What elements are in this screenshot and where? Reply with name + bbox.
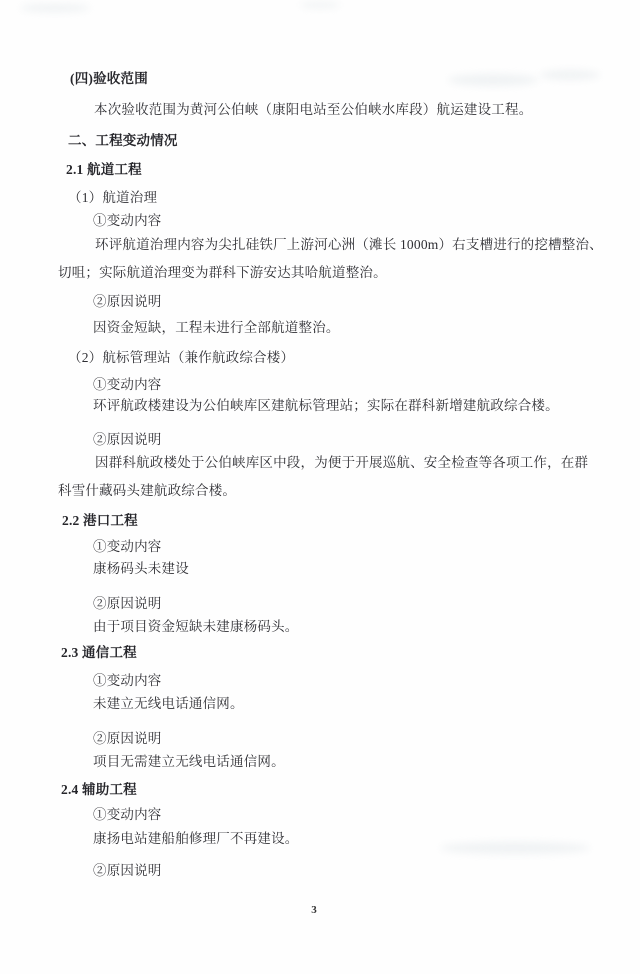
para-reason-2-2: 由于项目资金短缺未建康杨码头。 — [93, 619, 299, 634]
para-change-1-1-line1: 环评航道治理内容为尖扎硅铁厂上游河心洲（滩长 1000m）右支槽进行的挖槽整治、 — [95, 237, 603, 252]
subheading-2-beacon-station: （2）航标管理站（兼作航政综合楼） — [68, 350, 295, 365]
label-reason-1-1: ②原因说明 — [93, 294, 162, 309]
scan-smudge — [540, 70, 600, 80]
page-number: 3 — [311, 904, 317, 916]
label-change-content-2-4: ①变动内容 — [93, 807, 162, 822]
para-change-1-1-line2: 切咀；实际航道治理变为群科下游安达其哈航道整治。 — [58, 265, 387, 280]
heading-2-4-auxiliary-works: 2.4 辅助工程 — [61, 782, 137, 797]
heading-2-2-port-works: 2.2 港口工程 — [62, 513, 138, 528]
scan-smudge — [448, 74, 538, 86]
heading-part2-changes: 二、工程变动情况 — [68, 133, 178, 148]
label-reason-2-3: ②原因说明 — [93, 731, 162, 746]
label-change-content-1-2: ①变动内容 — [93, 377, 162, 392]
scan-smudge — [440, 842, 590, 854]
para-change-1-2: 环评航政楼建设为公伯峡库区建航标管理站；实际在群科新增建航政综合楼。 — [93, 398, 559, 413]
label-change-content-1-1: ①变动内容 — [93, 213, 162, 228]
label-change-content-2-3: ①变动内容 — [93, 673, 162, 688]
para-change-2-4: 康扬电站建船舶修理厂不再建设。 — [93, 831, 299, 846]
para-reason-1-2-line2: 科雪什藏码头建航政综合楼。 — [58, 483, 237, 498]
heading-2-3-communication-works: 2.3 通信工程 — [61, 645, 137, 660]
para-change-2-2: 康杨码头未建设 — [93, 561, 189, 576]
label-reason-1-2: ②原因说明 — [93, 432, 162, 447]
scan-smudge — [300, 2, 340, 8]
label-reason-2-4: ②原因说明 — [93, 863, 162, 878]
label-change-content-2-2: ①变动内容 — [93, 539, 162, 554]
para-change-2-3: 未建立无线电话通信网。 — [93, 696, 244, 711]
heading-2-1-channel-works: 2.1 航道工程 — [66, 162, 142, 177]
para-reason-1-1: 因资金短缺，工程未进行全部航道整治。 — [93, 320, 340, 335]
para-acceptance-scope: 本次验收范围为黄河公伯峡（康阳电站至公伯峡水库段）航运建设工程。 — [94, 102, 533, 117]
para-reason-2-3: 项目无需建立无线电话通信网。 — [93, 754, 285, 769]
subheading-1-channel-regulation: （1）航道治理 — [68, 190, 158, 205]
para-reason-1-2-line1: 因群科航政楼处于公伯峡库区中段，为便于开展巡航、安全检查等各项工作，在群 — [95, 455, 589, 470]
label-reason-2-2: ②原因说明 — [93, 596, 162, 611]
heading-acceptance-scope: (四)验收范围 — [70, 71, 148, 86]
scan-smudge — [20, 4, 90, 12]
